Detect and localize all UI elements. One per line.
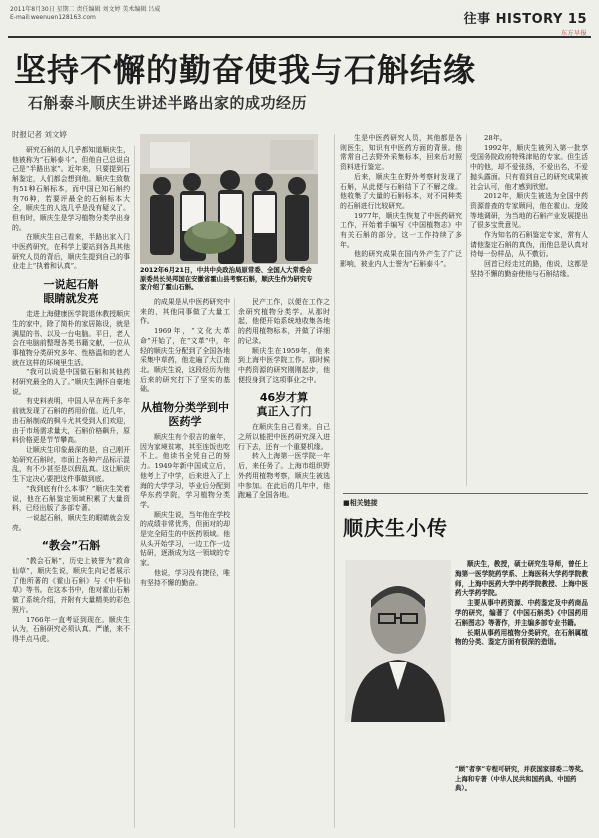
portrait-caption: “顾”者享“专程可研究，并获国家部委二等奖。上海和专著（中华人民共和国药典、中国药典）。 <box>455 765 588 792</box>
paragraph: 他说，学习没有捷径，唯有坚持不懈的勤奋。 <box>140 568 230 587</box>
portrait-illustration <box>345 560 451 722</box>
paragraph: 1992年，顺庆生被列入第一批享受国务院政府特殊津贴的专家。但生活中的他，却不爱张扬，不爱出名，不爱抛头露面。只有看到自己的研究成果被社会认可，他才感到欣慰。 <box>470 143 588 191</box>
paragraph: 民产工作，以便在工作之余研究植物分类学。从那时起，他便开始系统地收集各地的药用植物标本，并做了详细的记录。 <box>238 298 330 345</box>
byline: 时报记者 刘文婷 <box>12 130 67 139</box>
paragraph: 28年。 <box>484 134 507 142</box>
paragraph: 顺庆生，教授，硕士研究生导师，曾任上海第一医学院药学系、上海医科大学药学院教师，上海中医药大学中药学院教授、上海中医药大学药学院。 <box>455 560 588 598</box>
portrait-photo <box>345 560 451 722</box>
article-column-4 <box>340 134 462 486</box>
paragraph: 有史料表明，中国人早在两千多年前就发现了石斛的药用价值。近几年，由石斛制成的枫斗尤其受到人们欢迎，由于市场需求量大，石斛价格飙升，原料价格更是节节攀高。 <box>12 397 130 445</box>
paragraph: 1766年一直考证到现在。顺庆生认为，石斛研究必须认真、严谨，来不得半点马虎。 <box>12 615 130 643</box>
paragraph: 研究石斛的人几乎都知道顺庆生，他被称为“石斛泰斗”。但他自己总说自己是“半路出家”。近年来，只要提到石斛鉴定，人们都会想到他。顺庆生致敬有51种石斛标本，而中国已知石斛约有76种，若要评最全的石斛标本大全，顺庆生的人选几乎是没有疑义了。但有时，顺庆生是学习植物分类学出身的。 <box>12 146 130 232</box>
paragraph: 回首已经走过的路，他说，这都是坚持不懈的勤奋使他与石斛结缘。 <box>470 260 588 278</box>
news-photo <box>140 134 318 264</box>
paragraph: 长期从事药用植物分类研究，在石斛属植物的分类、鉴定方面有很深的造诣。 <box>455 628 588 647</box>
section-name: 往事 HISTORY 15 <box>463 12 587 27</box>
paragraph: 1969年，“文化大革命”开始了，在“文革”中，年轻的顺庆生分配到了全国各地采集中草药，他走遍了大江南北。顺庆生说，这段经历为他后来的研究打下了坚实的基础。 <box>140 327 230 394</box>
paragraph: 在顺庆生自己看来，半路出家入门中医药研究，在科学上要站到各具其他研究人员的背后，顺庆生提到自己的事业走上“执着和认真”。 <box>12 233 130 271</box>
paragraph: “我到底有什么本事？”顺庆生笑着说，他在石斛鉴定领域积累了大量资料，已经出版了多部专著。 <box>12 484 130 513</box>
meta-email: E-mail:weenuen128163.com <box>10 14 96 21</box>
article-column-2 <box>140 298 230 828</box>
headline: 坚持不懈的勤奋使我与石斛结缘 <box>14 51 477 89</box>
paragraph: 作为知名的石斛鉴定专家，常有人请他鉴定石斛的真伪，而他总是认真对待每一份样品，从不敷衍。 <box>470 231 588 259</box>
column-divider <box>466 134 467 486</box>
column-divider <box>134 146 135 828</box>
paragraph: 转入上海第一医学院一年后，来任务了。上海市组织野外药用植物考察，顺庆生被选中参加。在此后的几年中，他跑遍了全国各地。 <box>238 452 330 500</box>
paragraph: 顺庆生说，当年他在学校的成绩非常优秀，但面对的却是完全陌生的中医药领域。他从头开始学习，一边工作一边钻研，逐渐成为这一领域的专家。 <box>140 510 230 568</box>
paragraph: 后来，顺庆生在野外考察时发现了石斛，从此便与石斛结下了不解之缘。他收集了大量的石斛标本，对不同种类的石斛进行比较研究。 <box>340 172 462 210</box>
paragraph: “我可以说是中国做石斛和其他药材研究最全的人了。”顺庆生满怀自豪地说。 <box>12 368 130 396</box>
article-column-1 <box>12 146 130 828</box>
paragraph: 1977年，顺庆生恢复了中医药研究工作，开始着手编写《中国植物志》中有关石斛的部分，这一工作持续了多年。 <box>340 211 462 249</box>
top-rule <box>8 36 591 38</box>
paragraph: 一说起石斛，顺庆生的眼睛就会发亮。 <box>12 513 130 532</box>
section-heading: 一说起石斛 眼睛就发亮 <box>43 278 99 306</box>
paragraph: 顺庆生有个很吉的童年，因为家境贫寒，其至连饭也吃不上。他读书全凭自己的努力。1949年新中国成立后，他考上了中学，后来进入了上海的大学学习，毕业后分配到华东药学院，学习植物分类学。 <box>140 433 230 509</box>
paragraph: “教会石斛”，历史上被誉为“救命仙草”，顺庆生说，顺庆生向记者展示了他所著的《霍山石斛》与《中华仙草》等书。在这本书中，他对霍山石斛做了系统介绍，并附有大量精美的彩色照片。 <box>12 557 130 614</box>
paragraph: 主要从事中药资源、中药鉴定及中药商品学的研究，编著了《中国石斛类》《中国药用石斛图志》等著作，并主编多部专业书籍。 <box>455 599 588 627</box>
article-column-3 <box>238 298 330 828</box>
section-heading: “教会”石斛 <box>41 539 101 553</box>
photo-caption: 2012年6月21日，中共中央政治局原常委、全国人大常委会原委员长吴邦国在安徽省霍山县考察石斛，顺庆生作为研究专家介绍了霍山石斛。 <box>140 266 313 292</box>
paragraph: 的成果是从中医药研究中来的，其他同事做了大量工作。 <box>140 298 230 326</box>
column-divider <box>234 298 235 828</box>
column-divider <box>334 134 335 828</box>
section-sub: 东方早报 <box>560 30 587 37</box>
section-heading: 从植物分类学到中医药学 <box>141 401 229 429</box>
photo-illustration <box>140 134 318 264</box>
paragraph: 让顺庆生印象最深的是，自己刚开始研究石斛时，市面上各种产品标示混乱，有不少甚至是以假乱真。这让顺庆生下定决心要把这件事做到底。 <box>12 445 130 484</box>
article-column-5 <box>470 134 588 486</box>
subheadline: 石斛泰斗顺庆生讲述半路出家的成功经历 <box>28 94 308 112</box>
paragraph: 生是中医药研究人员，其他都是各则医生，知识有中医药方面的背景。他常常自己去野外采集标本，回来后对照资料进行鉴定。 <box>340 134 462 172</box>
masthead-meta <box>10 6 160 22</box>
paragraph: 走进上海健康医学院退休教授顺庆生的家中，除了简朴的家居陈设，就是满屋的书、以及一台电脑。平日，老人会在电脑前整理各类书籍文献，一位从事植物分类研究多年、性格温和的老人就在这样的环境里生活。 <box>12 310 130 367</box>
paragraph: 他的研究成果在国内外产生了广泛影响，被业内人士誉为“石斛泰斗”。 <box>340 250 462 269</box>
paragraph: 2012年，顺庆生被选为全国中药资源普查的专家顾问，他在霍山、龙陵等地调研，为当地的石斛产业发展提出了很多宝贵意见。 <box>470 192 588 230</box>
paragraph: 在顺庆生自己看来，自己之所以能把中医药研究深入进行下去，还有一个重要机缘。 <box>238 423 330 451</box>
section-heading: 46岁才算 真正入了门 <box>256 391 312 419</box>
paragraph: 顺庆生在1959年，他来到上海中医学院工作。那时候中药资源的研究刚刚起步，他便投身到了这项事业之中。 <box>238 346 330 384</box>
section-masthead <box>464 8 587 37</box>
sidebar-title: 顺庆生小传 <box>343 516 448 540</box>
sidebar-tag: ■相关链接 <box>343 499 378 507</box>
meta-line: 2011年8月30日 星期二 责任编辑 刘文婷 美术编辑 吕威 <box>10 6 161 13</box>
